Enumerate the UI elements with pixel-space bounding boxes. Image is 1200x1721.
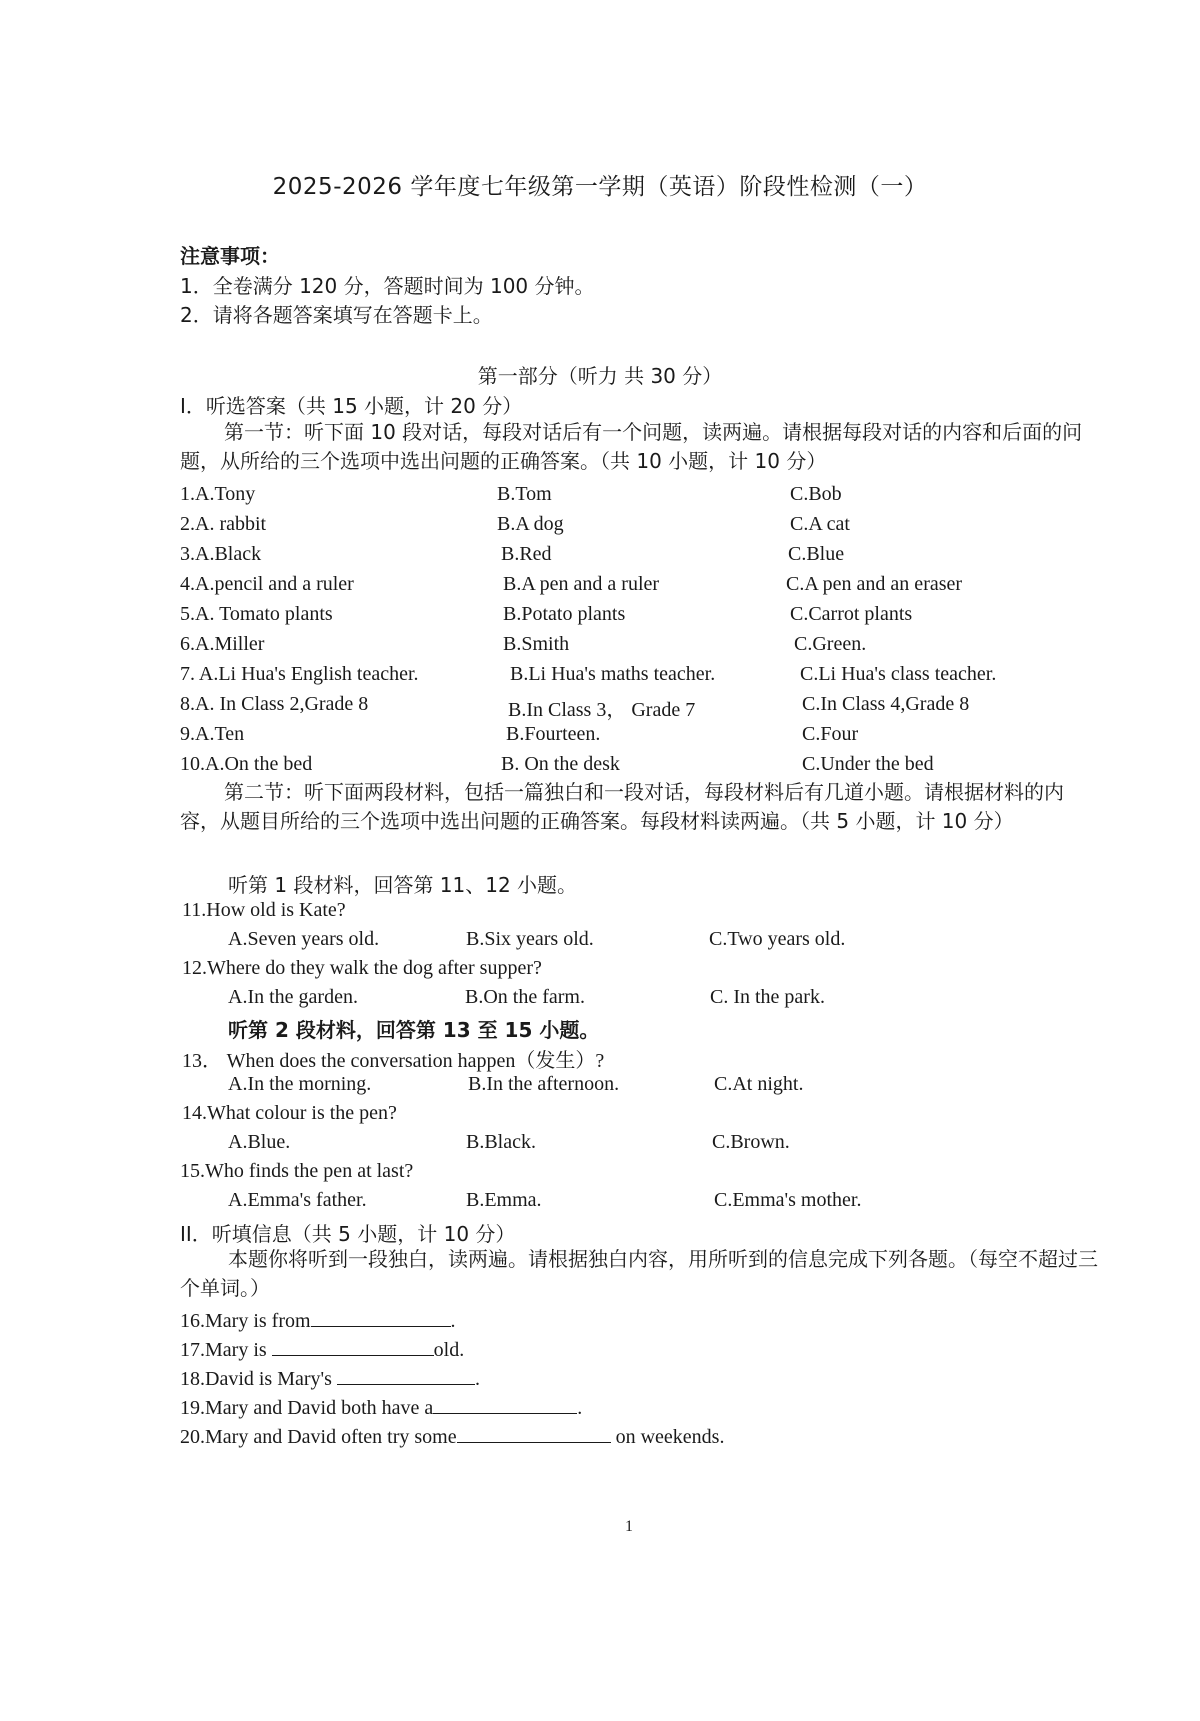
notes-item-1: 1．全卷满分 120 分，答题时间为 100 分钟。 bbox=[180, 274, 595, 298]
q15-option-a: A.Emma's father. bbox=[228, 1189, 367, 1211]
q14-option-a: A.Blue. bbox=[228, 1131, 291, 1153]
section1-heading: I．听选答案（共 15 小题，计 20 分） bbox=[180, 394, 523, 418]
q18-post: . bbox=[474, 1368, 480, 1390]
q15-stem: 15.Who finds the pen at last? bbox=[180, 1160, 414, 1182]
q1-option-a: 1.A.Tony bbox=[180, 483, 256, 505]
q17-text: 17.Mary is bbox=[180, 1339, 267, 1361]
q15-option-b: B.Emma. bbox=[466, 1189, 542, 1211]
q19-text: 19.Mary and David both have a bbox=[180, 1397, 434, 1419]
q6-option-b: B.Smith bbox=[503, 633, 570, 655]
q8-option-a: 8.A. In Class 2,Grade 8 bbox=[180, 693, 369, 715]
q1-option-c: C.Bob bbox=[790, 483, 842, 505]
q9-option-a: 9.A.Ten bbox=[180, 723, 245, 745]
material-2-heading: 听第 2 段材料，回答第 13 至 15 小题。 bbox=[228, 1018, 600, 1042]
material-1-heading: 听第 1 段材料，回答第 11、12 小题。 bbox=[228, 873, 578, 897]
q10-option-a: 10.A.On the bed bbox=[180, 753, 313, 775]
q11-option-c: C.Two years old. bbox=[709, 928, 846, 950]
q13-option-b: B.In the afternoon. bbox=[468, 1073, 620, 1095]
q11-stem: 11.How old is Kate? bbox=[182, 899, 346, 921]
q8-option-b: B.In Class 3， Grade 7 bbox=[508, 699, 696, 721]
exam-title: 2025-2026 学年度七年级第一学期（英语）阶段性检测（一） bbox=[272, 174, 928, 200]
q16-answer-blank[interactable] bbox=[311, 1308, 451, 1327]
q2-option-b: B.A dog bbox=[497, 513, 564, 535]
q9-option-c: C.Four bbox=[802, 723, 859, 745]
q16-post: . bbox=[450, 1310, 456, 1332]
q6-option-c: C.Green. bbox=[794, 633, 867, 655]
q7-option-b: B.Li Hua's maths teacher. bbox=[510, 663, 716, 685]
q18-line bbox=[180, 1366, 480, 1391]
section1-sub2-instructions: 第二节：听下面两段材料，包括一篇独白和一段对话，每段材料后有几道小题。请根据材料的内容，从题目所给的三个选项中选出问题的正确答案。每段材料读两遍。（共 5 小题，计 10 分） bbox=[180, 780, 1064, 833]
q3-option-c: C.Blue bbox=[788, 543, 845, 565]
q12-option-c: C. In the park. bbox=[710, 986, 825, 1008]
q5-option-c: C.Carrot plants bbox=[790, 603, 913, 625]
q3-option-a: 3.A.Black bbox=[180, 543, 262, 565]
section1-sub1-instructions: 第一节：听下面 10 段对话，每段对话后有一个问题，读两遍。请根据每段对话的内容和后面的问题，从所给的三个选项中选出问题的正确答案。（共 10 小题，计 10 分） bbox=[180, 420, 1083, 473]
q18-answer-blank[interactable] bbox=[337, 1366, 475, 1385]
notes-heading: 注意事项： bbox=[180, 244, 280, 268]
q19-post: . bbox=[577, 1397, 583, 1419]
q11-option-b: B.Six years old. bbox=[466, 928, 594, 950]
q20-text: 20.Mary and David often try some bbox=[180, 1426, 457, 1448]
q1-option-b: B.Tom bbox=[497, 483, 552, 505]
q2-option-a: 2.A. rabbit bbox=[180, 513, 267, 535]
q14-option-c: C.Brown. bbox=[712, 1131, 790, 1153]
q7-option-c: C.Li Hua's class teacher. bbox=[800, 663, 997, 685]
q14-option-b: B.Black. bbox=[466, 1131, 536, 1153]
q15-option-c: C.Emma's mother. bbox=[714, 1189, 862, 1211]
notes-item-2: 2．请将各题答案填写在答题卡上。 bbox=[180, 303, 493, 327]
q8-option-c: C.In Class 4,Grade 8 bbox=[802, 693, 970, 715]
q18-text: 18.David is Mary's bbox=[180, 1368, 332, 1390]
q20-post: on weekends. bbox=[615, 1426, 725, 1448]
q20-line bbox=[180, 1424, 724, 1449]
section2-instructions: 本题你将听到一段独白，读两遍。请根据独白内容，用所听到的信息完成下列各题。（每空不超过三个单词。） bbox=[180, 1247, 1098, 1300]
q20-answer-blank[interactable] bbox=[457, 1424, 611, 1443]
q7-option-a: 7. A.Li Hua's English teacher. bbox=[180, 663, 419, 685]
part1-heading: 第一部分（听力 共 30 分） bbox=[477, 364, 723, 388]
q14-stem: 14.What colour is the pen? bbox=[182, 1102, 397, 1124]
q2-option-c: C.A cat bbox=[790, 513, 850, 535]
q12-stem: 12.Where do they walk the dog after supper? bbox=[182, 957, 542, 979]
q13-option-a: A.In the morning. bbox=[228, 1073, 372, 1095]
q17-line bbox=[180, 1337, 464, 1362]
q4-option-c: C.A pen and an eraser bbox=[786, 573, 963, 595]
q17-post: old. bbox=[433, 1339, 465, 1361]
q12-option-b: B.On the farm. bbox=[465, 986, 585, 1008]
q11-option-a: A.Seven years old. bbox=[228, 928, 380, 950]
q6-option-a: 6.A.Miller bbox=[180, 633, 265, 655]
q16-line bbox=[180, 1308, 456, 1333]
q16-text: 16.Mary is from bbox=[180, 1310, 311, 1332]
q5-option-a: 5.A. Tomato plants bbox=[180, 603, 333, 625]
q4-option-b: B.A pen and a ruler bbox=[503, 573, 660, 595]
q17-answer-blank[interactable] bbox=[272, 1337, 434, 1356]
page-number: 1 bbox=[625, 1518, 633, 1535]
q13-option-c: C.At night. bbox=[714, 1073, 804, 1095]
q4-option-a: 4.A.pencil and a ruler bbox=[180, 573, 354, 595]
q9-option-b: B.Fourteen. bbox=[506, 723, 601, 745]
q5-option-b: B.Potato plants bbox=[503, 603, 626, 625]
q19-answer-blank[interactable] bbox=[433, 1395, 577, 1414]
q10-option-b: B. On the desk bbox=[501, 753, 620, 775]
q13-stem: 13． When does the conversation happen（发生）? bbox=[182, 1050, 605, 1072]
section2-heading: II．听填信息（共 5 小题，计 10 分） bbox=[180, 1222, 516, 1246]
q10-option-c: C.Under the bed bbox=[802, 753, 934, 775]
q3-option-b: B.Red bbox=[501, 543, 552, 565]
q12-option-a: A.In the garden. bbox=[228, 986, 358, 1008]
q19-line bbox=[180, 1395, 582, 1420]
